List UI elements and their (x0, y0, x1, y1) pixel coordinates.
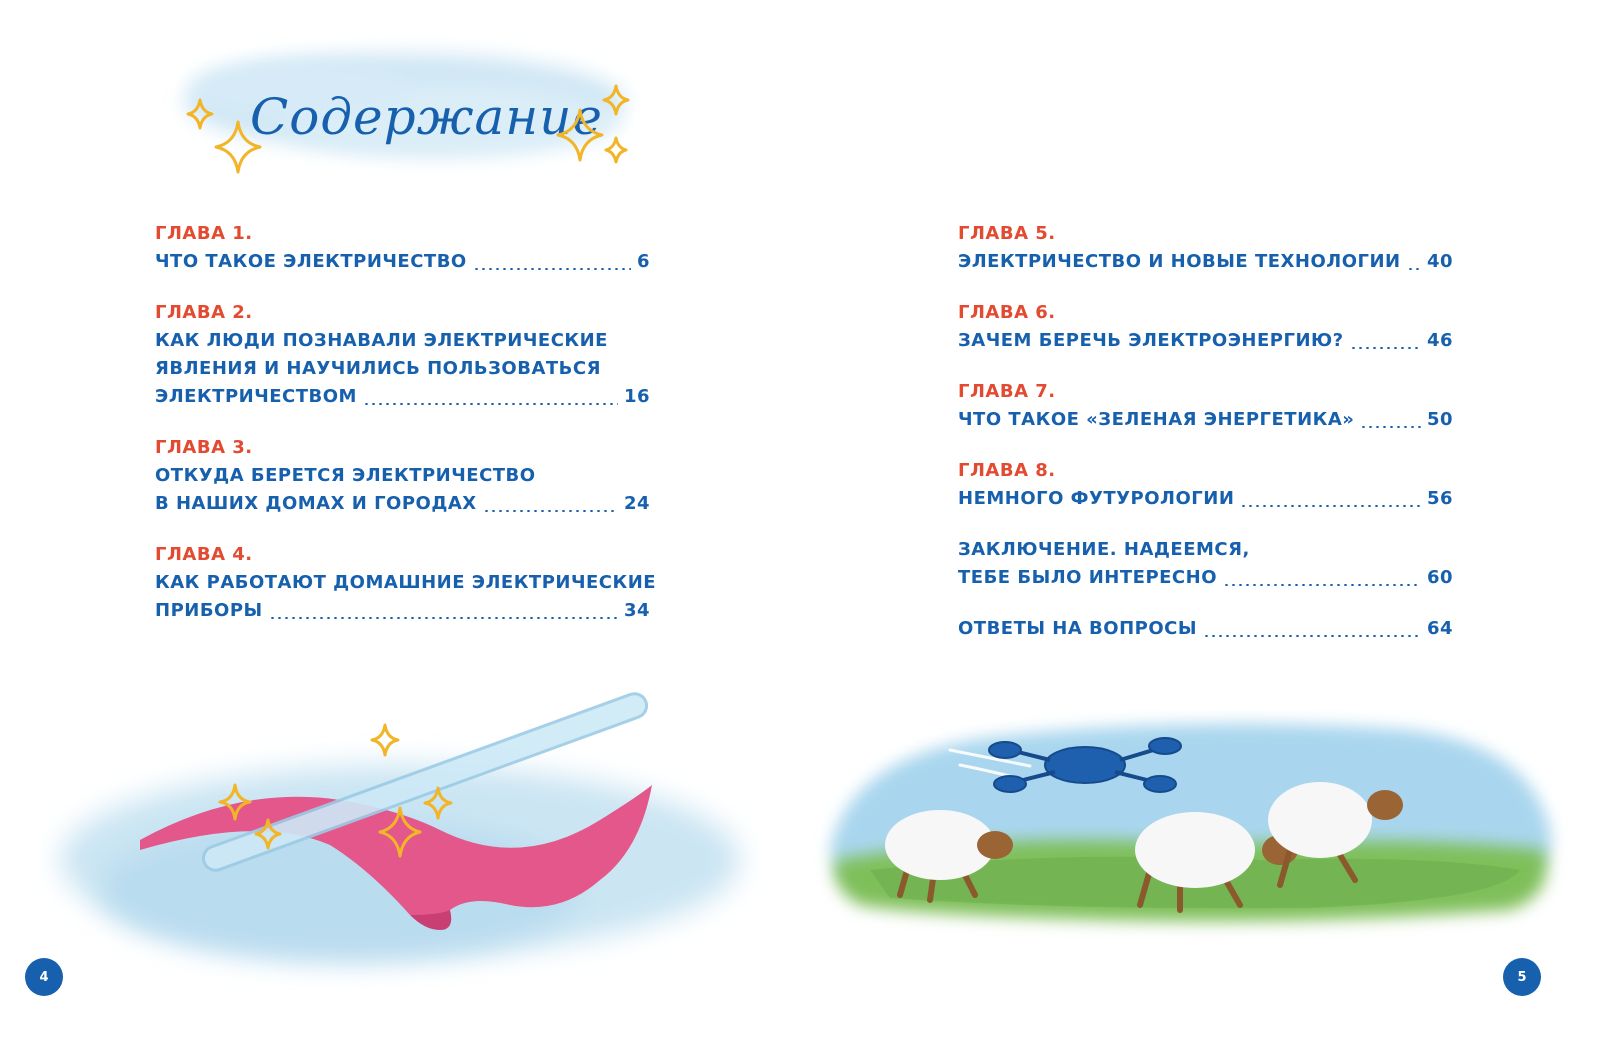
entry-line (958, 536, 1453, 564)
page-number-left: 4 (25, 958, 63, 996)
toc-left-column (155, 220, 657, 648)
entry-line (155, 355, 650, 383)
page-number-right: 5 (1503, 958, 1541, 996)
toc-entry[interactable] (958, 378, 1453, 434)
entry-page-number: 50 (1426, 409, 1453, 430)
dot-leader (483, 510, 618, 512)
chapter-label: ГЛАВА 5. (958, 223, 1056, 244)
entry-title: КАК ЛЮДИ ПОЗНАВАЛИ ЭЛЕКТРИЧЕСКИЕ (155, 330, 608, 351)
toc-right-column (958, 220, 1453, 666)
dot-leader (1407, 268, 1421, 270)
entry-line (155, 490, 650, 518)
entry-title: ПРИБОРЫ (155, 600, 263, 621)
dot-leader (473, 268, 631, 270)
entry-line (958, 248, 1453, 276)
entry-page-number: 16 (623, 386, 650, 407)
entry-page-number: 46 (1426, 330, 1453, 351)
toc-entry[interactable] (958, 615, 1453, 643)
entry-title: ОТВЕТЫ НА ВОПРОСЫ (958, 618, 1197, 639)
entry-title: ЧТО ТАКОЕ ЭЛЕКТРИЧЕСТВО (155, 251, 467, 272)
chapter-label: ГЛАВА 6. (958, 302, 1056, 323)
entry-title: ЯВЛЕНИЯ И НАУЧИЛИСЬ ПОЛЬЗОВАТЬСЯ (155, 358, 601, 379)
entry-title: ЧТО ТАКОЕ «ЗЕЛЕНАЯ ЭНЕРГЕТИКА» (958, 409, 1355, 430)
entry-line (155, 597, 650, 625)
dot-leader (1350, 347, 1421, 349)
sparkle-icon (216, 122, 260, 172)
chapter-label: ГЛАВА 8. (958, 460, 1056, 481)
dot-leader (1203, 635, 1421, 637)
entry-title: ЗАКЛЮЧЕНИЕ. НАДЕЕМСЯ, (958, 539, 1250, 560)
chapter-label: ГЛАВА 4. (155, 544, 253, 565)
sparkle-icon (604, 86, 628, 114)
toc-entry[interactable] (958, 536, 1453, 592)
entry-line (958, 406, 1453, 434)
entry-title: ЭЛЕКТРИЧЕСТВО И НОВЫЕ ТЕХНОЛОГИИ (958, 251, 1401, 272)
toc-entry[interactable] (958, 299, 1453, 355)
entry-page-number: 34 (623, 600, 650, 621)
entry-page-number: 60 (1426, 567, 1453, 588)
toc-entry[interactable] (155, 434, 650, 518)
title-area (150, 30, 670, 190)
dot-leader (1360, 426, 1421, 428)
entry-line (155, 327, 650, 355)
entry-page-number: 24 (623, 493, 650, 514)
entry-title: В НАШИХ ДОМАХ И ГОРОДАХ (155, 493, 477, 514)
sparkles (150, 30, 670, 190)
rod-cloth-illustration (40, 690, 760, 990)
entry-page-number: 40 (1426, 251, 1453, 272)
entry-line (958, 327, 1453, 355)
entry-line (958, 564, 1453, 592)
entry-line (155, 569, 657, 597)
entry-title: ТЕБЕ БЫЛО ИНТЕРЕСНО (958, 567, 1218, 588)
entry-page-number: 6 (636, 251, 650, 272)
entry-title: НЕМНОГО ФУТУРОЛОГИИ (958, 488, 1235, 509)
entry-title: КАК РАБОТАЮТ ДОМАШНИЕ ЭЛЕКТРИЧЕСКИЕ (155, 572, 657, 593)
page-title: Содержание (250, 88, 604, 146)
sparkle-icon (372, 725, 398, 755)
dot-leader (269, 617, 618, 619)
entry-page-number: 64 (1426, 618, 1453, 639)
sparkle-icon (558, 110, 602, 160)
toc-entry[interactable] (958, 457, 1453, 513)
toc-entry[interactable] (958, 220, 1453, 276)
entry-line (155, 248, 650, 276)
sparkle-icon (606, 138, 626, 162)
chapter-label: ГЛАВА 1. (155, 223, 253, 244)
entry-line (155, 462, 650, 490)
chapter-label: ГЛАВА 7. (958, 381, 1056, 402)
dot-leader (1240, 505, 1421, 507)
chapter-label: ГЛАВА 3. (155, 437, 253, 458)
toc-entry[interactable] (155, 541, 657, 625)
chapter-label: ГЛАВА 2. (155, 302, 253, 323)
sparkle-icon (188, 100, 212, 128)
entry-page-number: 56 (1426, 488, 1453, 509)
drone-sheep-illustration (810, 710, 1570, 940)
entry-title: ЭЛЕКТРИЧЕСТВОМ (155, 386, 357, 407)
toc-entry[interactable] (155, 299, 650, 411)
dot-leader (363, 403, 618, 405)
toc-entry[interactable] (155, 220, 650, 276)
dot-leader (1223, 584, 1421, 586)
entry-line (155, 383, 650, 411)
entry-title: ОТКУДА БЕРЕТСЯ ЭЛЕКТРИЧЕСТВО (155, 465, 536, 486)
entry-line (958, 615, 1453, 643)
entry-title: ЗАЧЕМ БЕРЕЧЬ ЭЛЕКТРОЭНЕРГИЮ? (958, 330, 1344, 351)
entry-line (958, 485, 1453, 513)
